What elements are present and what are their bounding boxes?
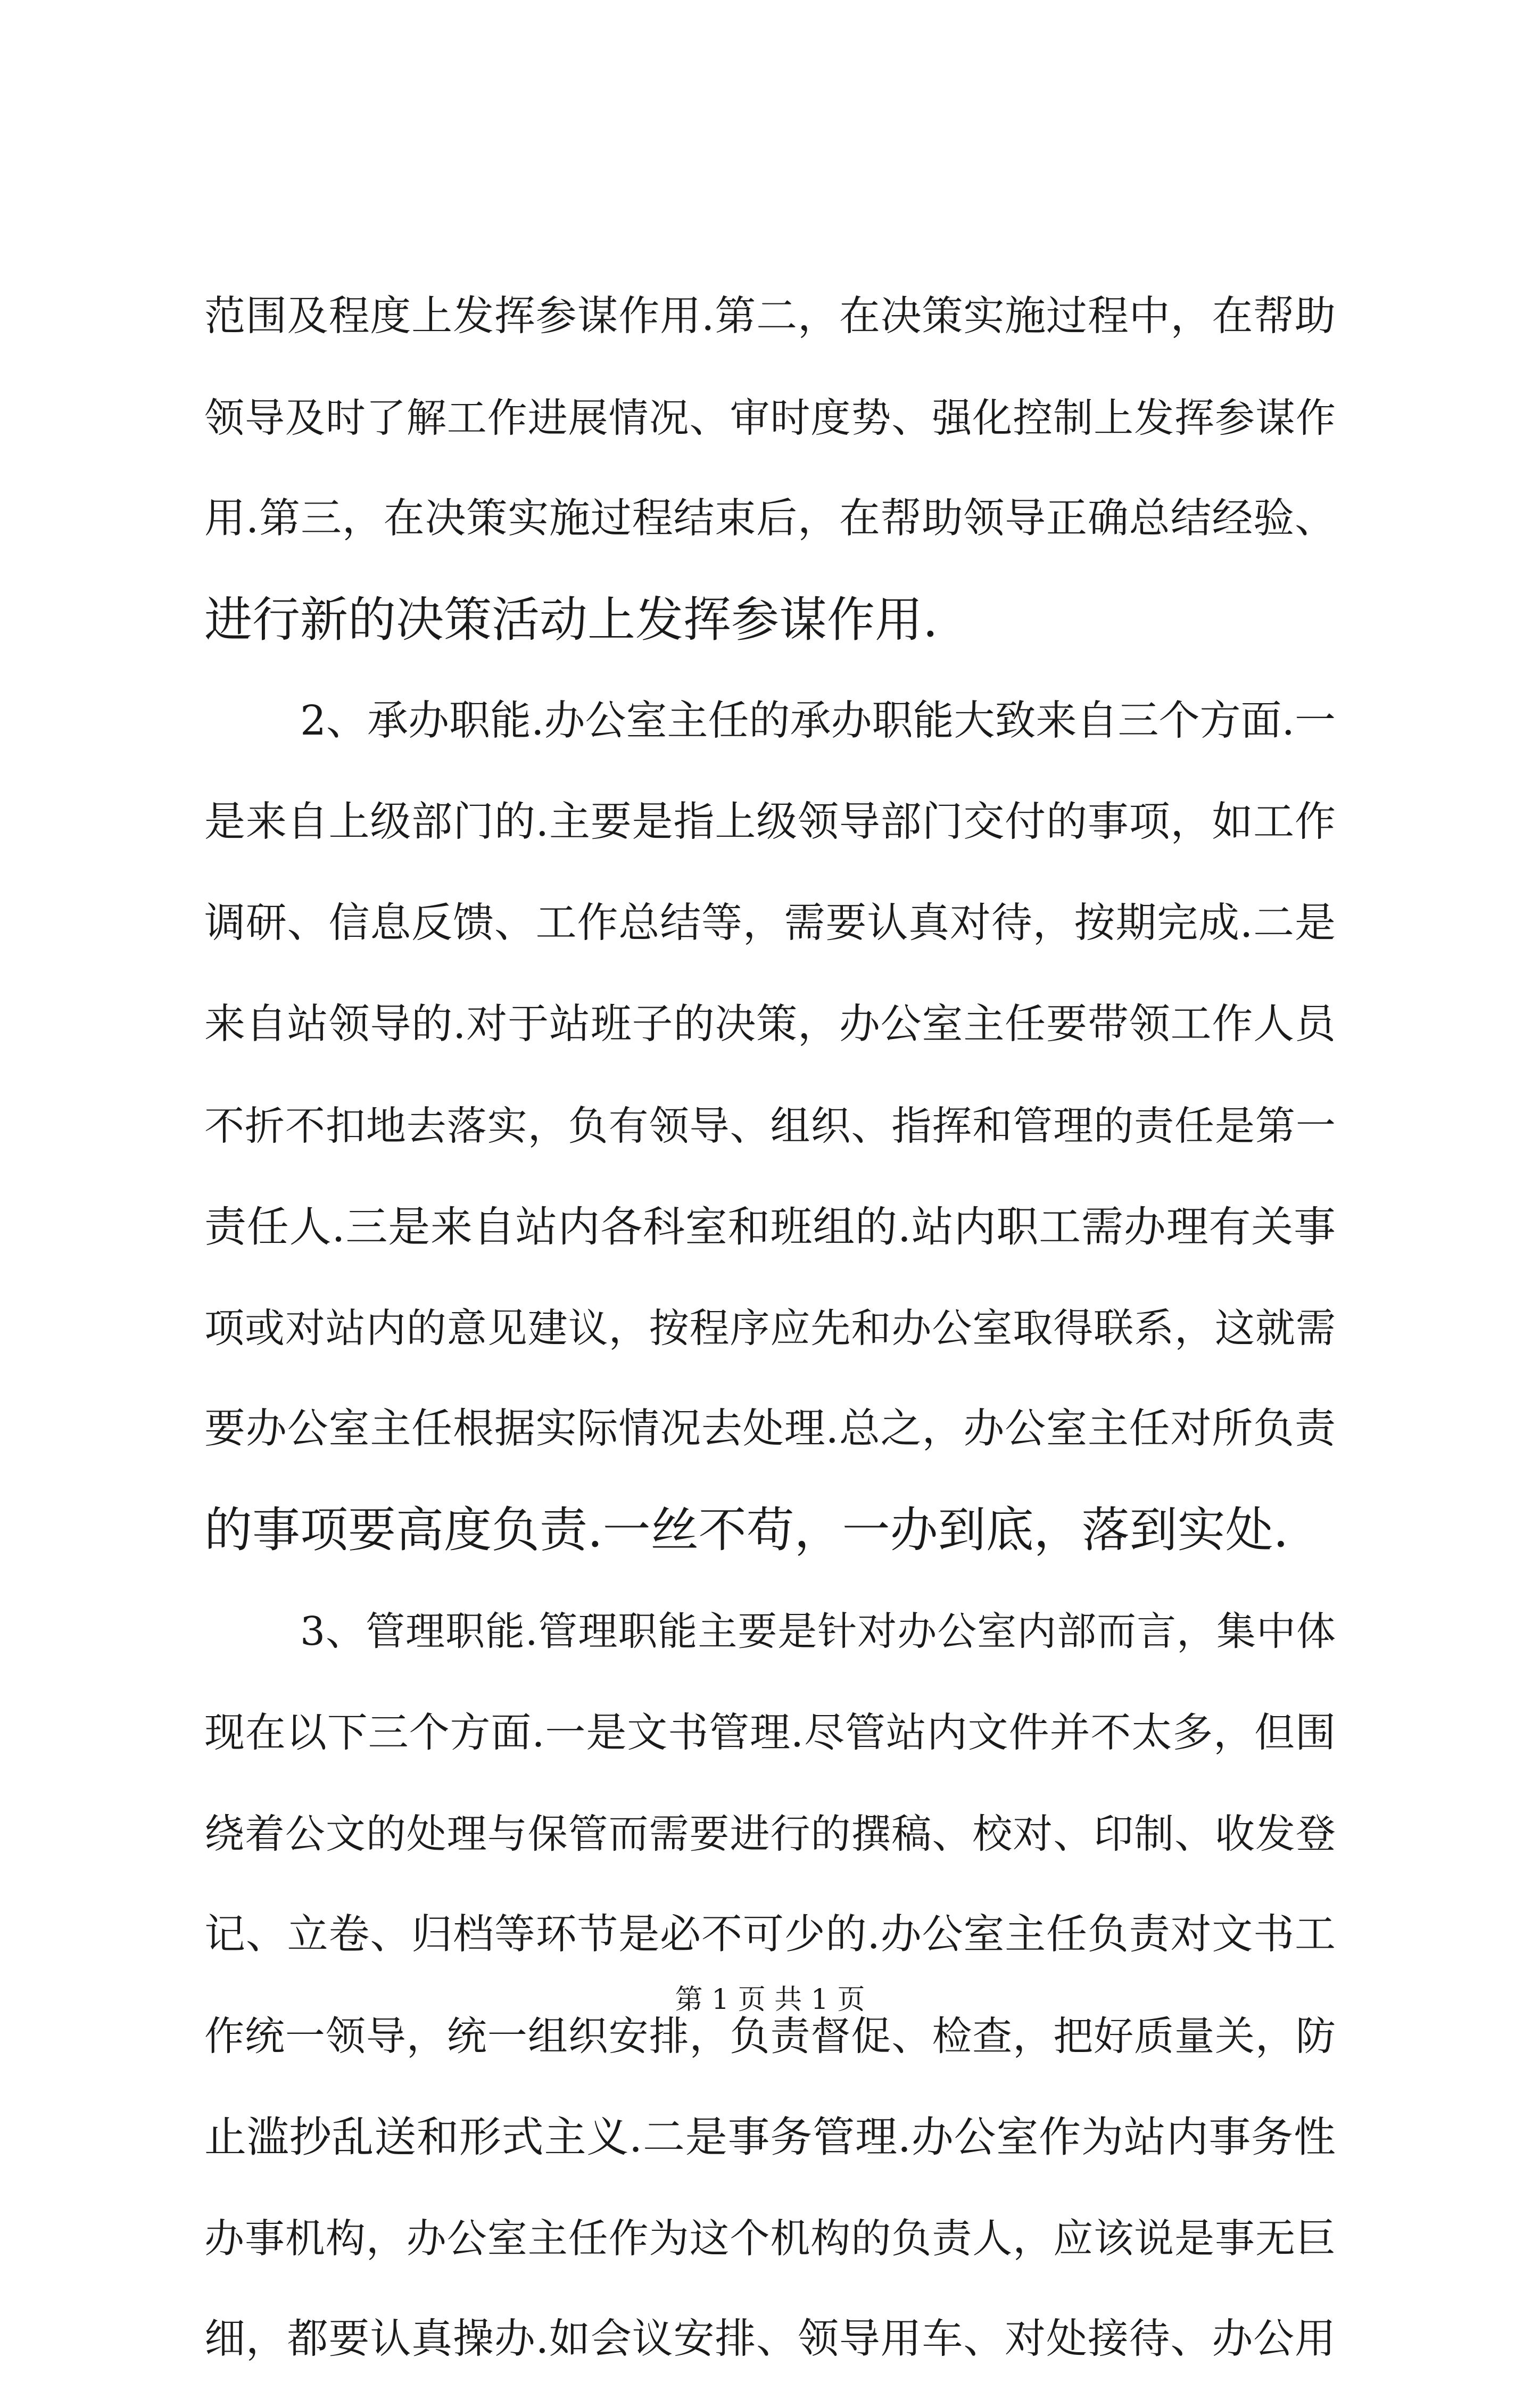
text-line: 要办公室主任根据实际情况去处理.总之，办公室主任对所负责	[204, 1405, 1336, 1453]
text-line: 不折不扣地去落实，负有领导、组织、指挥和管理的责任是第一	[204, 1102, 1336, 1149]
text-line: 3、管理职能.管理职能主要是针对办公室内部而言，集中体	[300, 1609, 1336, 1654]
text-line: 用.第三，在决策实施过程结束后，在帮助领导正确总结经验、	[204, 495, 1336, 542]
document-body	[204, 266, 1336, 2390]
text-line: 是来自上级部门的.主要是指上级领导部门交付的事项，如工作	[204, 798, 1336, 846]
text-line: 调研、信息反馈、工作总结等，需要认真对待，按期完成.二是	[204, 900, 1336, 947]
text-line: 2、承办职能.办公室主任的承办职能大致来自三个方面.一	[300, 697, 1336, 745]
text-line: 记、立卷、归档等环节是必不可少的.办公室主任负责对文书工	[204, 1911, 1336, 1958]
text-line: 范围及程度上发挥参谋作用.第二，在决策实施过程中，在帮助	[204, 293, 1336, 340]
text-line: 绕着公文的处理与保管而需要进行的撰稿、校对、印制、收发登	[204, 1810, 1336, 1857]
text-line: 责任人.三是来自站内各科室和班组的.站内职工需办理有关事	[204, 1202, 1336, 1251]
text-line: 办事机构，办公室主任作为这个机构的负责人，应该说是事无巨	[204, 2215, 1336, 2262]
text-line: 现在以下三个方面.一是文书管理.尽管站内文件并不太多，但围	[204, 1709, 1336, 1756]
text-line: 领导及时了解工作进展情况、审时度势、强化控制上发挥参谋作	[204, 394, 1336, 441]
text-line: 作统一领导，统一组织安排，负责督促、检查，把好质量关，防	[204, 2013, 1336, 2059]
text-line: 项或对站内的意见建议，按程序应先和办公室取得联系，这就需	[204, 1305, 1336, 1351]
text-line: 细，都要认真操办.如会议安排、领导用车、对处接待、办公用	[204, 2315, 1336, 2363]
text-line: 止滥抄乱送和形式主义.二是事务管理.办公室作为站内事务性	[204, 2113, 1336, 2162]
text-line: 的事项要高度负责.一丝不苟，一办到底，落到实处.	[204, 1502, 1289, 1558]
text-line: 来自站领导的.对于站班子的决策，办公室主任要带领工作人员	[204, 1001, 1336, 1048]
text-line: 进行新的决策活动上发挥参谋作用.	[204, 592, 938, 648]
page-footer: 第 1 页 共 1 页	[675, 1984, 865, 2016]
